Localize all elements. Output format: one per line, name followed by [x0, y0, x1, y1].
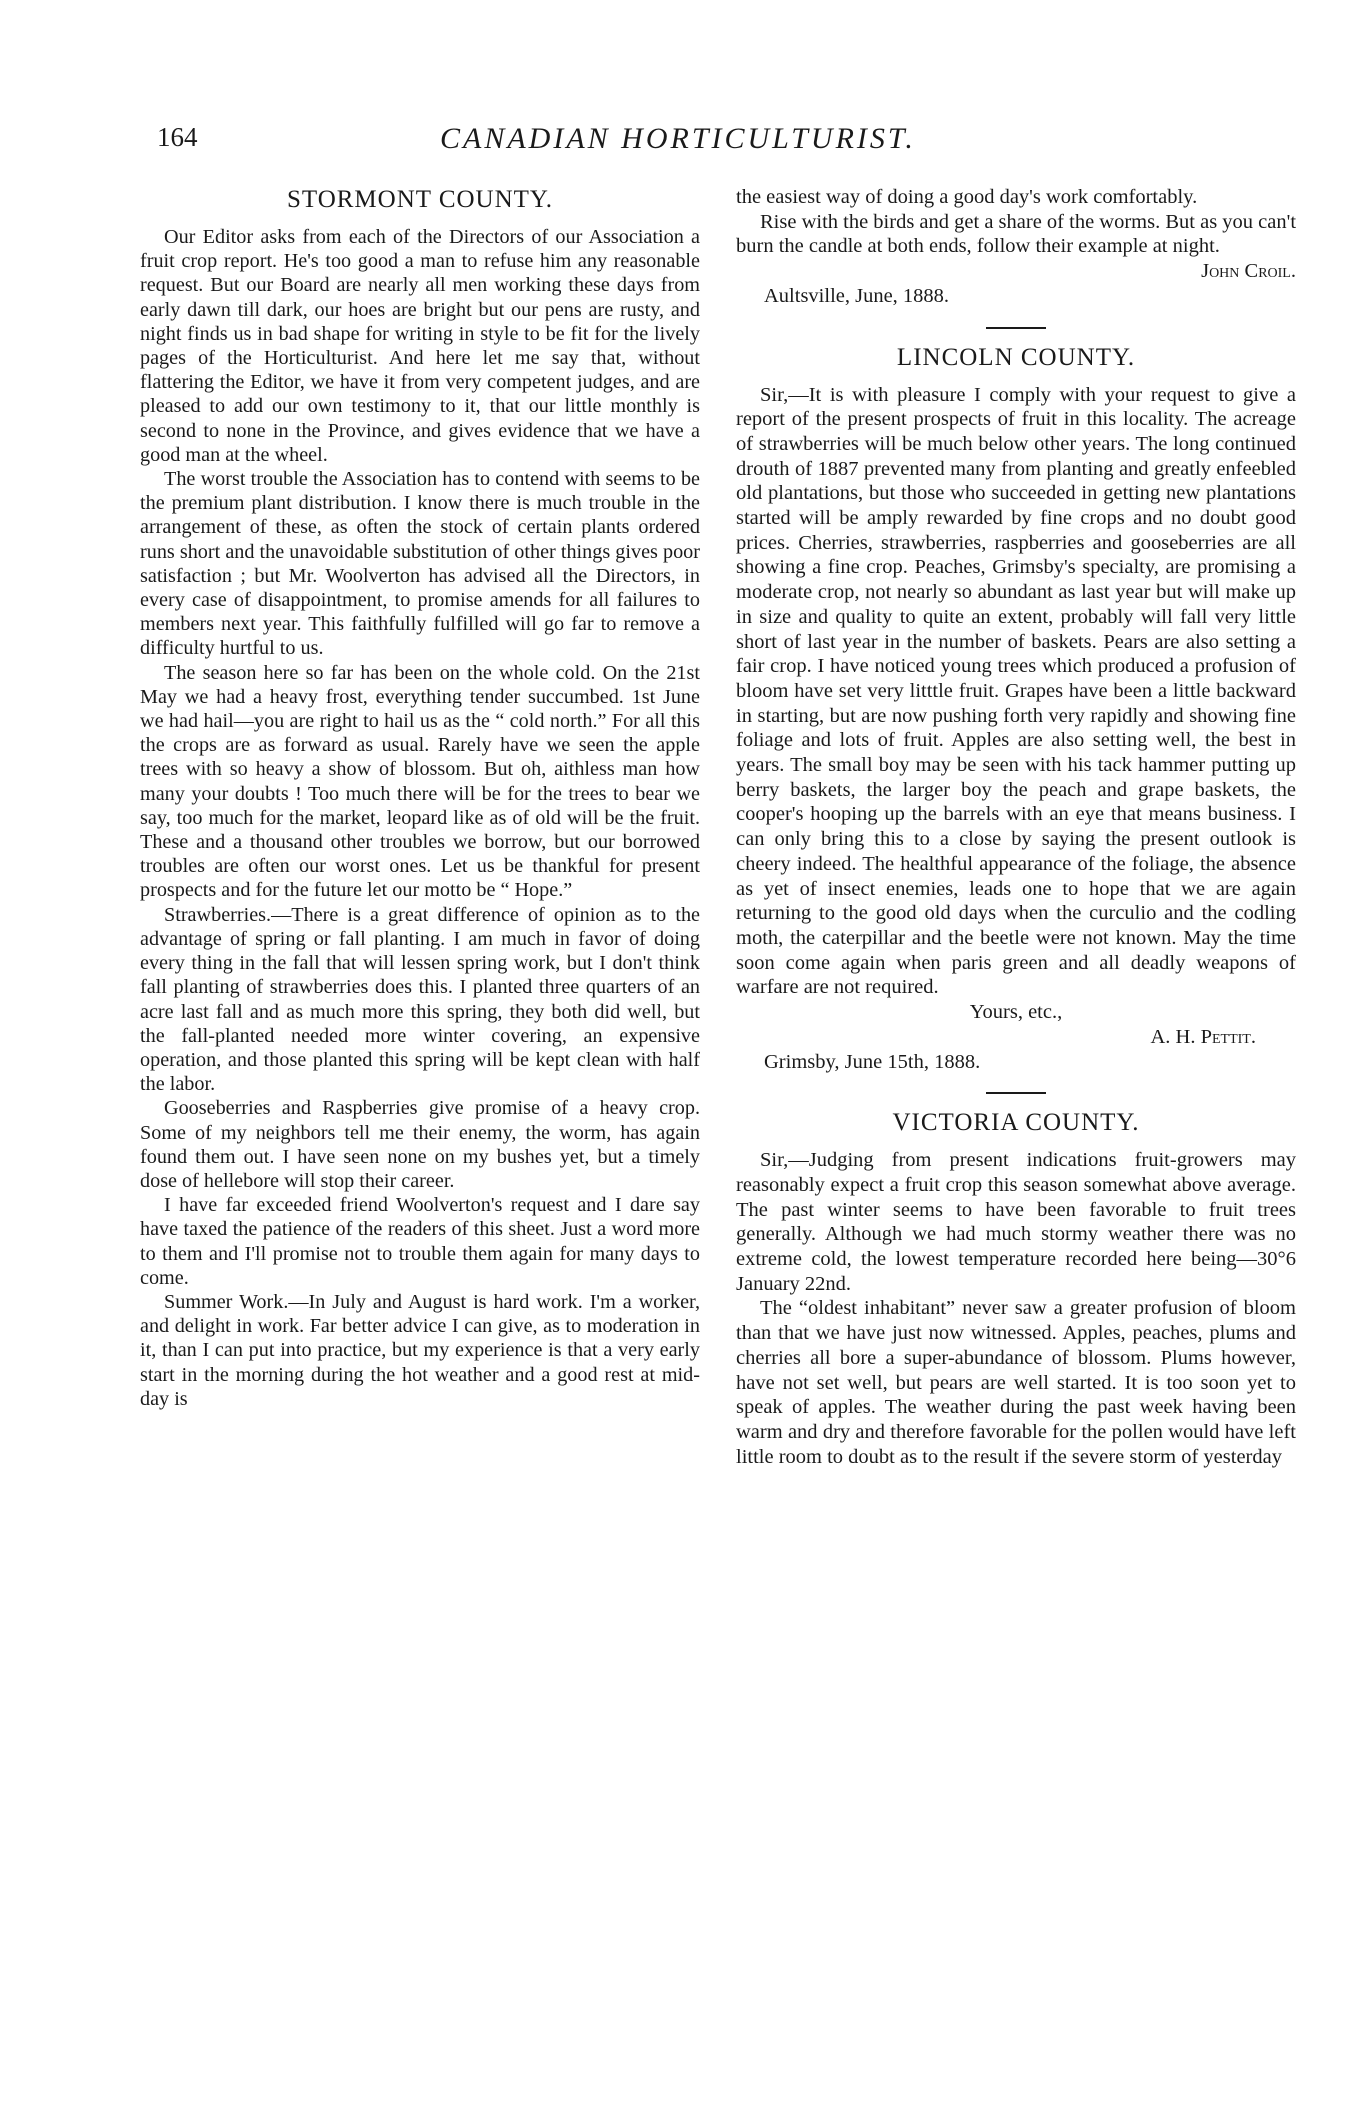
left-column: [140, 185, 700, 1411]
stormont-paragraph-gooseberries: Gooseberries and Raspberries give promise of a heavy crop. Some of my neighbors tell me their enemy, the worm, has again found them out. I have seen none on my bushes yet, but a timely dose of hellebore will stop their career.: [140, 1097, 700, 1192]
stormont-paragraph-strawberries: Strawberries.—There is a great difference of opinion as to the advantage of spring or fall planting. I am much in favor of doing every thing in the fall that will lessen spring work, but I don't think fall planting of strawberries does this. I planted three quarters of an acre last fall and as much more this spring, they both did well, but the fall-planted needed more winter covering, an expensive operation, and those planted this spring will be kept clean with half the labor.: [140, 903, 700, 1096]
section-divider: [986, 327, 1046, 329]
lincoln-closing: Yours, etc.,: [969, 1001, 1063, 1024]
stormont-signature: John Croil.: [1201, 260, 1296, 283]
running-head: CANADIAN HORTICULTURIST.: [440, 122, 916, 155]
stormont-county-heading: STORMONT COUNTY.: [286, 186, 554, 213]
stormont-dateline: Aultsville, June, 1888.: [764, 284, 950, 307]
stormont-paragraph-summer-work: Summer Work.—In July and August is hard work. I'm a worker, and delight in work. Far better advice I can give, as to moderation in it, than I can put into practice, but my experience is that a very early start in the morning during the hot weather and a good rest at mid-day is: [140, 1290, 700, 1410]
section-divider: [986, 1092, 1046, 1094]
stormont-paragraph-3: The season here so far has been on the whole cold. On the 21st May we had a heavy frost, everything tender succumbed. 1st June we had hail—you are right to hail us as the “ cold north.” For all this the crops are as forward as usual. Rarely have we seen the apple trees with so heavy a show of blossom. But oh, aithless man how many your doubts ! Too much there will be for the trees to bear we say, too much for the market, leopard like as of old will be the fruit. These and a thousand other troubles we borrow, but our borrowed troubles are often our worst ones. Let us be thankful for present prospects and for the future let our motto be “ Hope.”: [140, 661, 700, 902]
lincoln-dateline: Grimsby, June 15th, 1888.: [764, 1050, 981, 1073]
victoria-county-heading: VICTORIA COUNTY.: [892, 1109, 1140, 1137]
victoria-paragraph-2: The “oldest inhabitant” never saw a greater profusion of bloom than that we have just now witnessed. Apples, peaches, plums and cherries all bore a super-abundance of blossom. Plums however, have not set well, but pears are well started. It is too soon yet to speak of apples. The weather during the past week having been warm and dry and therefore favorable for the pollen would have left little room to doubt as to the result if the severe storm of yesterday: [736, 1297, 1296, 1468]
stormont-paragraph-1: Our Editor asks from each of the Directors of our Association a fruit crop report. He's too good a man to refuse him any reasonable request. But our Board are nearly all men working these days from early dawn till dark, our hoes are bright but our pens are rusty, and night finds us in bad shape for writing in style to be fit for the lively pages of the Horticulturist. And here let me say that, without flattering the Editor, we have it from very competent judges, and are pleased to add our own testimony to it, that our little monthly is second to none in the Province, and gives evidence that we have a good man at the wheel.: [140, 226, 700, 466]
lincoln-signature: A. H. Pettit.: [1150, 1025, 1256, 1048]
victoria-paragraph-1: Sir,—Judging from present indications fruit-growers may reasonably expect a fruit crop this season somewhat above average. The past winter seems to have been favorable to fruit trees generally. Although we had much stormy weather there was no extreme cold, the lowest temperature recorded here being—30°6 January 22nd.: [736, 1149, 1296, 1295]
stormont-paragraph-continued: the easiest way of doing a good day's work comfortably.: [736, 186, 1198, 208]
lincoln-county-heading: LINCOLN COUNTY.: [896, 343, 1136, 371]
lincoln-paragraph-1: Sir,—It is with pleasure I comply with your request to give a report of the present prospects of fruit in this locality. The acreage of strawberries will be much below other years. The long continued drouth of 1887 prevented many from planting and greatly enfeebled old plantations, but those who succeeded in getting new plantations started will be amply rewarded by fine crops and no doubt good prices. Cherries, strawberries, raspberries and gooseberries are all showing a fine crop. Peaches, Grimsby's specialty, are promising a moderate crop, not nearly so abundant as last year but will make up in size and quality to quite an extent, probably will fall very little short of last year in the number of baskets. Pears are also setting a fair crop. I have noticed young trees which produced a profusion of bloom have set very litttle fruit. Grapes have been a little backward in starting, but are now pushing forth very rapidly and showing fine foliage and lots of fruit. Apples are also setting well, the best in years. The small boy may be seen with his tack hammer putting up berry baskets, the larger boy the peach and grape baskets, the cooper's hooping up the barrels with an eye that means business. I can only bring this to a close by saying the present outlook is cheery indeed. The healthful appearance of the foliage, the absence as yet of insect enemies, leads one to hope that we are again returning to the good old days when the curculio and the codling moth, the caterpillar and the beetle were not known. May the time soon come again when paris green and all deadly weapons of warfare are not required.: [736, 383, 1296, 999]
right-column: [736, 185, 1296, 1469]
page-number: 164: [157, 122, 198, 152]
stormont-paragraph-2: The worst trouble the Association has to contend with seems to be the premium plant distribution. I know there is much trouble in the arrangement of these, as often the stock of certain plants ordered runs short and the unavoidable substitution of other things gives poor satisfaction ; but Mr. Woolverton has advised all the Directors, in every case of disappointment, to promise amends for all failures to members next year. This faithfully fulfilled will go far to remove a difficulty hurtful to us.: [140, 468, 700, 660]
stormont-paragraph-birds: Rise with the birds and get a share of the worms. But as you can't burn the candle at both ends, follow their example at night.: [736, 210, 1297, 258]
stormont-paragraph-6: I have far exceeded friend Woolverton's request and I dare say have taxed the patience of the readers of this sheet. Just a word more to them and I'll promise not to trouble them again for many days to come.: [140, 1194, 700, 1289]
